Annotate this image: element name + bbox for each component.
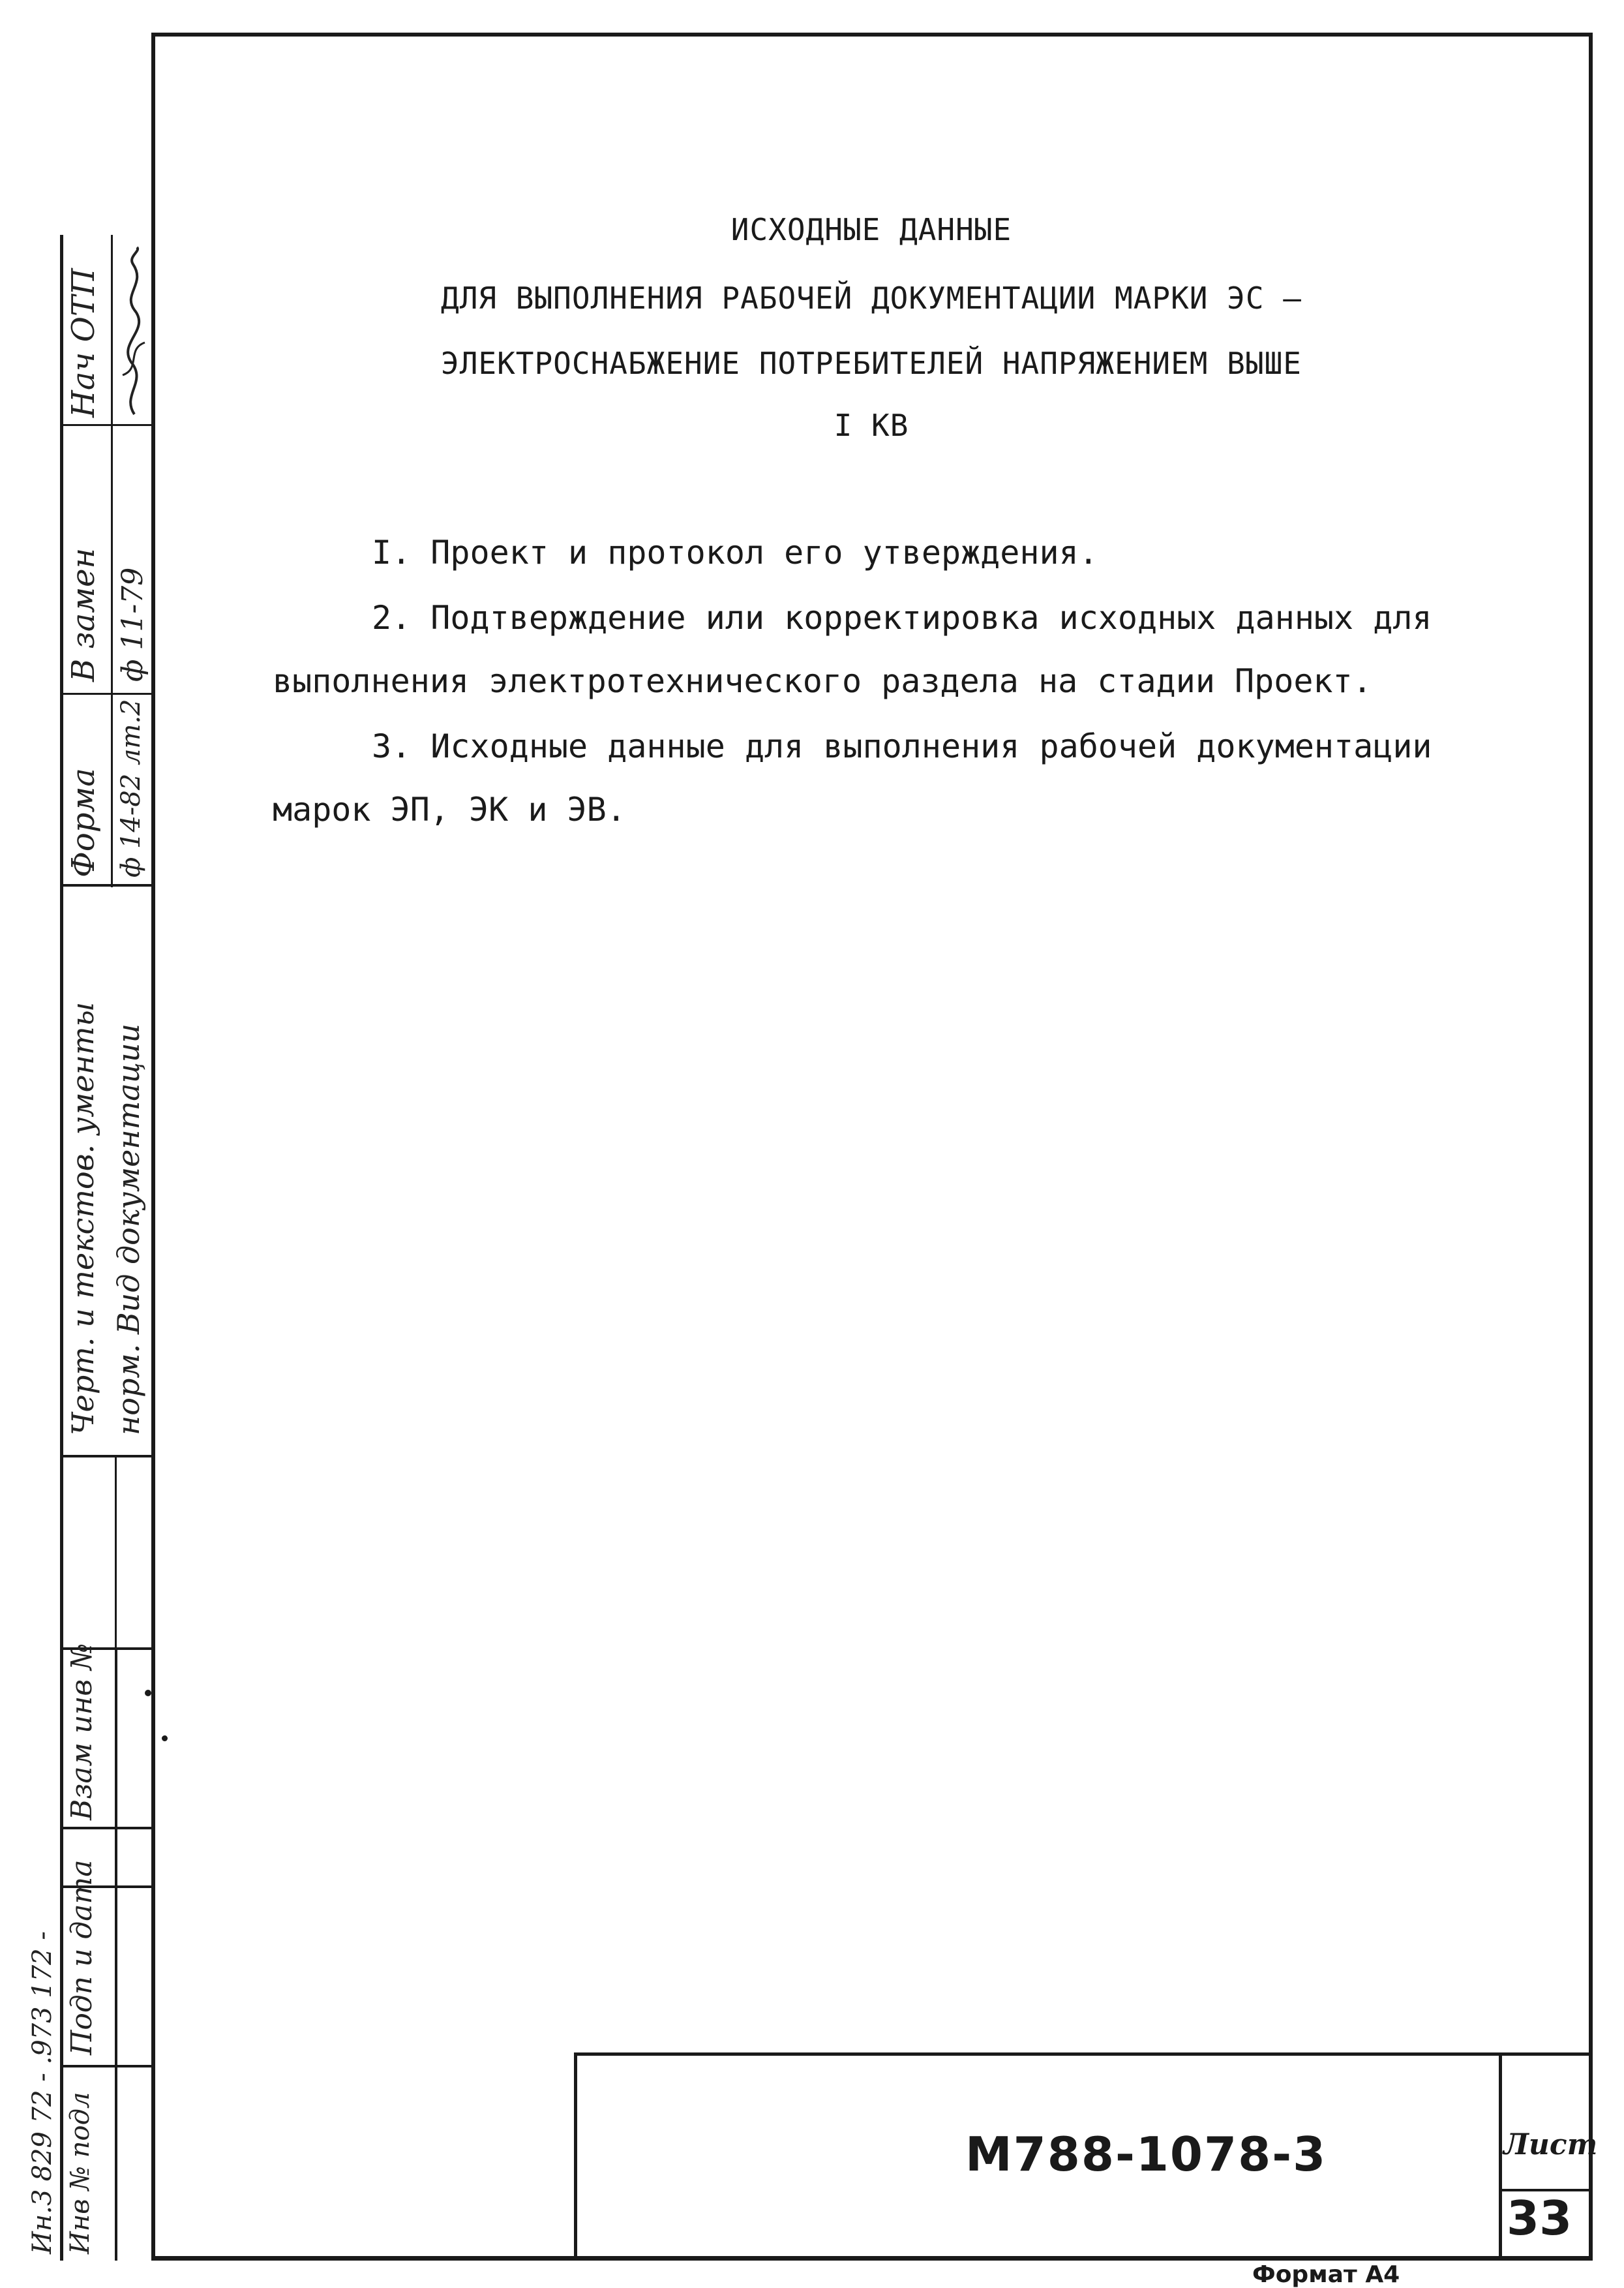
format-label: Формат А4 (1252, 2261, 1400, 2288)
item-2-line-2: выполнения электротехнического раздела на стадии Проект. (273, 662, 1372, 700)
item-2-line-1: 2. Подтверждение или корректировка исходных данных для (372, 599, 1432, 637)
heading-line-4: I КВ (834, 408, 909, 443)
margin-label-cherteji: Черт. и текстов. ументы (65, 1001, 100, 1435)
margin-strip-inner-line-lower (115, 1647, 117, 2261)
margin-label-vzamen: В замен (65, 547, 102, 682)
margin-label-vzam-inv: Взам инв № (65, 1643, 98, 1820)
margin-strip-divider (60, 884, 155, 887)
item-3-line-1: 3. Исходные данные для выполнения рабочей документации (372, 727, 1432, 765)
frame-border-bottom (151, 2256, 1593, 2261)
margin-strip-inner-line (111, 235, 113, 887)
margin-inventory-number: Ин.З 829 72 - .973 172 - (27, 1931, 57, 2254)
stamp-sheet-divider (1499, 2052, 1502, 2259)
signature-image (115, 245, 154, 421)
margin-strip-inner-line-middle (115, 1455, 117, 1651)
stamp-sheet-label: Лист (1503, 2128, 1598, 2161)
heading-line-1: ИСХОДНЫЕ ДАННЫЕ (730, 212, 1012, 247)
margin-label-forma: Форма (65, 768, 102, 877)
stamp-sheet-number: 33 (1507, 2191, 1572, 2246)
stamp-border-left (574, 2052, 577, 2259)
margin-strip-divider (60, 2065, 155, 2067)
margin-label-podp-data: Подп и дата (65, 1859, 98, 2055)
margin-label-nach-otd: Нач ОТП (65, 268, 102, 418)
margin-label-inv-podl: Инв № подл (65, 2092, 95, 2254)
heading-line-3: ЭЛЕКТРОСНАБЖЕНИЕ ПОТРЕБИТЕЛЕЙ НАПРЯЖЕНИЕМ ВЫШЕ (441, 346, 1302, 381)
heading-line-2: ДЛЯ ВЫПОЛНЕНИЯ РАБОЧЕЙ ДОКУМЕНТАЦИИ МАРКИ ЭС – (441, 281, 1302, 316)
stamp-designation: М788-1078-3 (965, 2127, 1327, 2182)
item-3-line-2: марок ЭП, ЭК и ЭВ. (273, 791, 626, 829)
stamp-border-top (574, 2052, 1591, 2056)
ink-dot (145, 1690, 151, 1696)
margin-value-vzamen: ф 11-79 (116, 567, 149, 682)
margin-strip-divider (60, 693, 155, 695)
margin-strip-divider (60, 1455, 155, 1457)
margin-value-forma: ф 14-82 лт.2 (116, 699, 146, 877)
margin-label-normativ: норм. Вид документации (111, 1023, 146, 1435)
frame-border-top (151, 33, 1591, 37)
ink-dot (162, 1735, 168, 1741)
item-1-line-1: I. Проект и протокол его утверждения. (372, 534, 1098, 572)
margin-strip-outer-line (60, 235, 63, 2261)
margin-strip-divider (60, 1827, 155, 1829)
margin-strip-divider (60, 424, 155, 426)
